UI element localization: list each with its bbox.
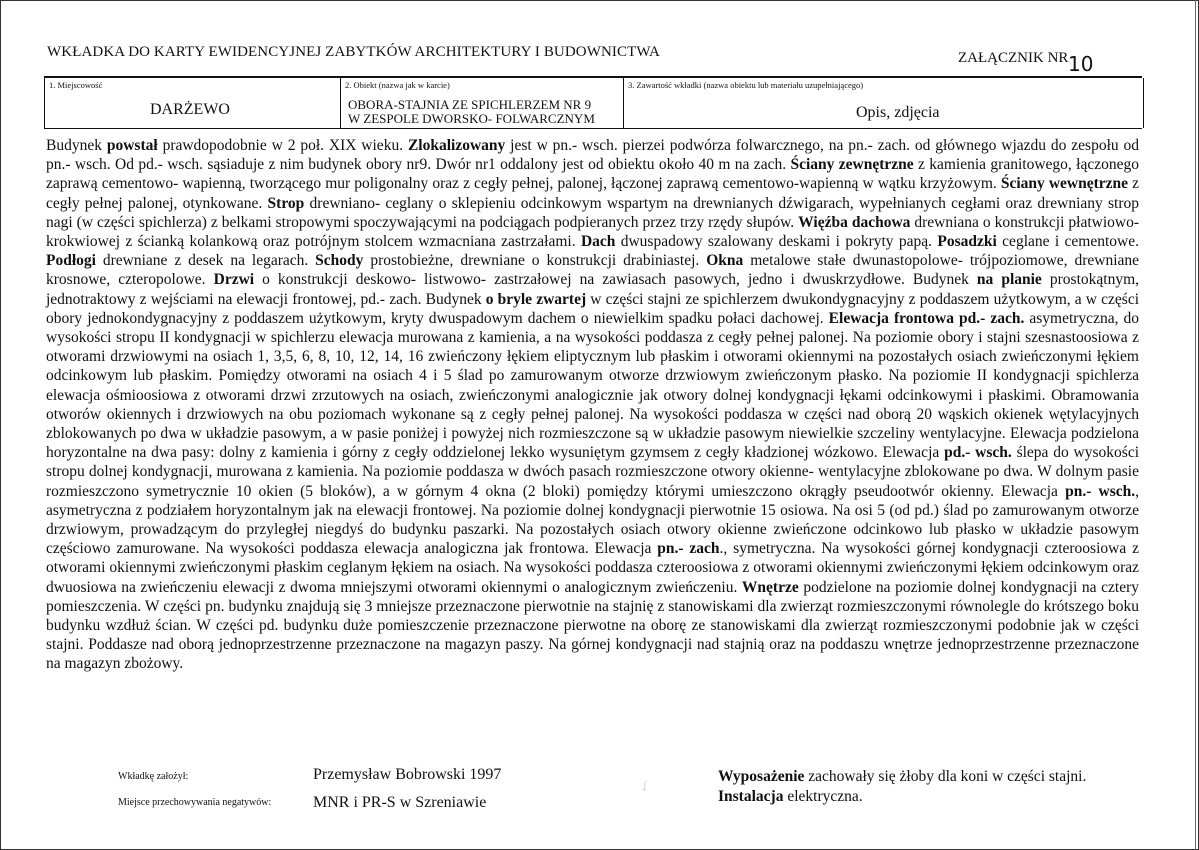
description-bold-term: Wnętrze: [741, 578, 799, 596]
description-bold-term: o bryle zwartej: [485, 290, 587, 308]
description-bold-term: Schody: [315, 252, 364, 270]
description-bold-term: Zlokalizowany: [407, 137, 506, 154]
description-bold-term: Więźba dachowa: [798, 213, 911, 231]
installation-label: Instalacja: [718, 788, 784, 805]
description-bold-term: pn.- zach: [657, 540, 720, 558]
locality-cell: [44, 78, 341, 128]
content-cell: [623, 78, 1144, 128]
equipment-text: zachowały się żłoby dla koni w części stajni.: [804, 768, 1087, 785]
equipment-block: [718, 767, 1148, 807]
description-bold-term: Okna: [706, 252, 744, 270]
object-value: [348, 98, 595, 126]
installation-text: elektryczna.: [783, 788, 863, 805]
description-bold-term: Ściany zewnętrzne: [790, 156, 914, 174]
description-run: asymetryczna, do wysokości stropu II kondygnacji w spichlerzu elewacja murowana z kamienia, a na wysokości poddasza z cegły pełnej palonej. Na poziomie obory i stajni szesnastoosiowa z otworami drzwiowymi na osiach 1, 3,5, 6, 8, 10, 12, 14, 16 zwieńczony łękiem eliptycznym lub płaskim i otworami okiennymi na pozostałych osiach zwieńczonymi łękiem odcinkowym lub płaskim. Pomiędzy otworami na osiach 4 i 5 ślad po zamurowanym otworze drzwiowym zwieńczonym płasko. Na poziomie II kondygnacji spichlerza elewacja ośmioosiowa z otworami drzwi zrzutowych na osiach, zwieńczonymi analogicznie jak otwory dolnej kondygnacji łękami odcinkowymi i płaskimi. Obramowania otworów okiennych i drzwiowych na obu poziomach wykonane są z cegły pełnej palonej. Na wysokości poddasza w części nad oborą 20 wąskich okienek wętylacyjnych zblokowanych po dwa w układzie pasowym, a w pasie poniżej i powyżej nich rozmieszczone są w układzie pasowym niewielkie szczeliny wentylacyjne. Elewacja podzielona horyzontalne na dwa pasy: dolny z kamienia i górny z cegły oddzielonej lekko wysuniętym gzymsem z cegły kładzionej wózkowo. Elewacja: [46, 309, 1139, 462]
description-bold-term: na planie: [976, 271, 1042, 289]
description-bold-term: Elewacja frontowa pd.- zach.: [828, 309, 1025, 327]
locality-label: 1. Miejscowość: [49, 80, 103, 90]
equipment-line: [718, 767, 1148, 787]
description-bold-term: Drzwi: [213, 271, 255, 289]
equipment-label: Wyposażenie: [718, 768, 805, 785]
object-cell: [340, 78, 624, 128]
description-bold-term: powstał: [106, 137, 158, 154]
description-run: podzielone na poziomie dolnej kondygnacji na cztery pomieszczenia. W części pn. budynku znajdują się 3 mniejsze przeznaczone pierwotnie na stajnię z stanowiskami dla zwierząt rozmieszczonymi równolegle do krótszego boku budynku wzdłuż ścian. W części pd. budynku duże pomieszczenie przeznaczone pierwotne na oborę ze stanowiskami dla zwierząt rozmieszczonymi podobnie jak w części stajni. Poddasze nad oborą jednoprzestrzenne przeznaczone na magazyn paszy. Na górnej kondygnacji nad stajnią oraz na poddaszu wnętrze jednoprzestrzenne przeznaczone na magazyn zbożowy.: [46, 578, 1139, 673]
content-label: 3. Zawartość wkładki (nazwa obiektu lub materiału uzupełniającego): [628, 80, 864, 90]
founder-label: Wkładkę założył:: [118, 771, 189, 782]
installation-line: [718, 787, 1148, 807]
content-value: Opis, zdjęcia: [856, 104, 940, 121]
scan-smudge: ʆ: [643, 779, 647, 791]
object-line-2: W ZESPOLE DWORSKO- FOLWARCZNYM: [348, 111, 595, 126]
storage-label: Miejsce przechowywania negatywów:: [118, 797, 272, 808]
description-run: dwuspadowy szalowany deskami i pokryty papą.: [615, 233, 938, 251]
description-run: z cegły pełnej palonej, otynkowane.: [46, 175, 1139, 212]
description-bold-term: pn.- wsch.: [1065, 482, 1136, 500]
annex-label: ZAŁĄCZNIK NR: [958, 50, 1069, 66]
founder-value: Przemysław Bobrowski 1997: [313, 766, 502, 783]
description-bold-term: Podłogi: [46, 252, 96, 270]
description-run: , asymetryczna z podziałem horyzontalnym jak na elewacji frontowej. Na poziomie dolnej kondygnacji pierwotnie 15 osiowa. Na osi 5 (od pd.) ślad po zamurowanym otworze drzwiowym, prowadzącym do przyległej niegdyś do budynku paszarki. Na pozostałych osiach otwory okienne zwieńczone odcinkowo lub płasko w układzie pasowym częściowo zamurowane. Na wysokości poddasza elewacja analogiczna jak frontowa. Elewacja: [46, 482, 1139, 558]
description-text: [46, 136, 1139, 674]
annex-number: 10: [1068, 52, 1094, 76]
description-run: ślepa do wysokości stropu dolnej kondygnacji, murowana z kamienia. Na poziomie poddasza w dwóch pasach rozmieszczone otwory okienne- wentylacyjne zblokowane po dwa. W dolnym pasie rozmieszczono symetrycznie 10 okien (5 bloków), a w górnym 4 okna (2 bloki) pomiędzy którymi umieszczono okrągły pseudootwór okienny. Elewacja: [46, 444, 1140, 500]
description-run: prostokątnym, jednotraktowy z wejściami na elewacji frontowej, pd.- zach. Budynek: [46, 271, 1139, 308]
description-bold-term: Posadzki: [937, 233, 997, 251]
object-label: 2. Obiekt (nazwa jak w karcie): [345, 80, 450, 90]
description-run: o konstrukcji deskowo- listwowo- zastrzałowej na zawiasach pasowych, jedno i dwuskrzydłowe. Budynek: [254, 271, 977, 289]
description-bold-term: Strop: [267, 194, 305, 212]
description-run: metalowe stałe dwunastopolowe- trójpoziomowe, drewniane krosnowe, czteropolowe.: [46, 252, 1140, 289]
storage-value: MNR i PR-S w Szreniawie: [313, 794, 487, 811]
description-run: z kamienia granitowego, łączonego zaprawą cementowo- wapienną, tworzącego mur poligonalny oraz z cegły pełnej, palonej, łączonej zaprawą cementowo-wapienną w wątku krzyżowym.: [46, 156, 1139, 193]
description-run: Budynek: [46, 137, 107, 154]
description-run: drewniana o konstrukcji płatwiowo- krokwiowej z ścianką kolankową oraz potrójnym stolcem wzmacniana zastrzałami.: [46, 213, 1139, 251]
description-run: ceglane i cementowe.: [996, 233, 1139, 251]
object-line-1: OBORA-STAJNIA ZE SPICHLERZEM NR 9: [348, 97, 592, 112]
description-bold-term: Ściany wewnętrzne: [1000, 175, 1129, 193]
scan-edge: [1195, 0, 1196, 850]
description-run: ., symetryczna. Na wysokości górnej kondygnacji czteroosiowa z otworami okiennymi zwieńczonymi płaskim ceglanym łękiem na osiach. Na wysokości poddasza czteroosiowa z otworami okiennymi zwieńczonymi łękiem odcinkowym oraz dwuosiowa na zwieńczeniu elewacji z dwoma mniejszymi otworami okiennymi o analogicznym zwieńczeniu.: [46, 540, 1139, 596]
description-bold-term: pd.- wsch.: [944, 444, 1012, 462]
description-run: prostobieżne, drewniane o konstrukcji drabiniastej.: [363, 252, 707, 270]
meta-rule: [44, 128, 1142, 129]
description-run: drewniane z desek na legarach.: [95, 252, 316, 270]
description-run: jest w pn.- wsch. pierzei podwórza folwarcznego, na pn.- zach. od głównego wjazdu do zespołu od pn.- wsch. Od pd.- wsch. sąsiaduje z nim budynek obory nr9. Dwór nr1 oddalony jest od obiektu około 40 m na zach.: [46, 137, 1140, 174]
document-title: WKŁADKA DO KARTY EWIDENCYJNEJ ZABYTKÓW ARCHITEKTURY I BUDOWNICTWA: [47, 44, 660, 60]
locality-value: DARŻEWO: [150, 101, 230, 118]
description-bold-term: Dach: [580, 233, 616, 251]
description-run: w części stajni ze spichlerzem dwukondygnacyjny z poddaszem użytkowym, a w części obory jednokondygnacyjny z poddaszem użytkowym, kryty dwuspadowym dachem o niewielkim spadku połaci dachowej.: [46, 290, 1139, 327]
description-run: prawdopodobnie w 2 poł. XIX wieku.: [157, 137, 408, 154]
description-run: drewniano- ceglany o sklepieniu odcinkowym wspartym na drewnianych dźwigarach, wypełnianych cegłami oraz drewniany strop nagi (w części spichlerza) z belkami stropowymi spoczywającymi na podciągach podpieranych przez trzy rzędy słupów.: [46, 194, 1139, 231]
